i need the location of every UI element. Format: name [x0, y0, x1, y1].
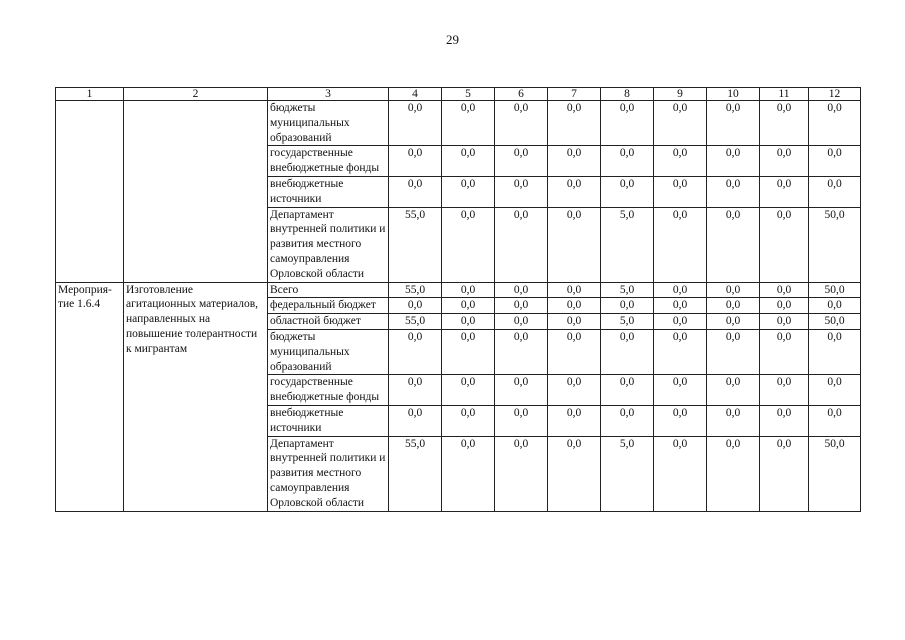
- value-cell: 0,0: [809, 329, 861, 374]
- value-cell: 0,0: [601, 375, 654, 406]
- value-cell: 0,0: [548, 146, 601, 177]
- value-cell: 0,0: [707, 176, 760, 207]
- value-cell: 0,0: [707, 282, 760, 298]
- header-row: [56, 88, 861, 101]
- column-header: 2: [124, 88, 268, 101]
- column-header: 3: [268, 88, 389, 101]
- value-cell: 0,0: [707, 375, 760, 406]
- value-cell: 0,0: [389, 176, 442, 207]
- blank-measure-cell: [56, 101, 124, 283]
- value-cell: 5,0: [601, 314, 654, 330]
- value-cell: 0,0: [654, 176, 707, 207]
- value-cell: 50,0: [809, 207, 861, 282]
- value-cell: 50,0: [809, 314, 861, 330]
- value-cell: 0,0: [809, 298, 861, 314]
- funding-source-cell: внебюджетные источники: [268, 176, 389, 207]
- value-cell: 0,0: [654, 405, 707, 436]
- value-cell: 0,0: [442, 298, 495, 314]
- funding-source-cell: бюджеты муниципальных образований: [268, 101, 389, 146]
- value-cell: 0,0: [707, 146, 760, 177]
- value-cell: 0,0: [548, 282, 601, 298]
- column-header: 4: [389, 88, 442, 101]
- funding-source-cell: Департамент внутренней политики и развития местного самоуправления Орловской области: [268, 436, 389, 511]
- value-cell: 0,0: [442, 146, 495, 177]
- funding-source-cell: Всего: [268, 282, 389, 298]
- value-cell: 0,0: [495, 101, 548, 146]
- value-cell: 0,0: [760, 176, 809, 207]
- value-cell: 0,0: [760, 101, 809, 146]
- value-cell: 0,0: [442, 314, 495, 330]
- value-cell: 0,0: [760, 314, 809, 330]
- value-cell: 0,0: [654, 298, 707, 314]
- value-cell: 0,0: [601, 329, 654, 374]
- value-cell: 0,0: [760, 329, 809, 374]
- page-number: 29: [446, 32, 459, 47]
- value-cell: 0,0: [442, 375, 495, 406]
- funding-source-cell: внебюджетные источники: [268, 405, 389, 436]
- value-cell: 0,0: [442, 207, 495, 282]
- funding-source-cell: Департамент внутренней политики и развития местного самоуправления Орловской области: [268, 207, 389, 282]
- value-cell: 0,0: [548, 207, 601, 282]
- column-header: 6: [495, 88, 548, 101]
- table-row: [56, 282, 861, 298]
- column-header: 5: [442, 88, 495, 101]
- blank-title-cell: [124, 101, 268, 283]
- value-cell: 0,0: [442, 101, 495, 146]
- value-cell: 0,0: [760, 436, 809, 511]
- value-cell: 0,0: [389, 146, 442, 177]
- value-cell: 0,0: [760, 375, 809, 406]
- column-header: 10: [707, 88, 760, 101]
- value-cell: 0,0: [654, 314, 707, 330]
- value-cell: 5,0: [601, 436, 654, 511]
- value-cell: 50,0: [809, 282, 861, 298]
- value-cell: 5,0: [601, 207, 654, 282]
- value-cell: 0,0: [389, 298, 442, 314]
- value-cell: 0,0: [389, 329, 442, 374]
- value-cell: 0,0: [601, 176, 654, 207]
- value-cell: 55,0: [389, 314, 442, 330]
- value-cell: 0,0: [760, 207, 809, 282]
- value-cell: 0,0: [707, 436, 760, 511]
- measure-title-cell: Изготовление агитационных материалов, направленных на повышение толерантности к мигрантам: [124, 282, 268, 511]
- value-cell: 0,0: [548, 436, 601, 511]
- value-cell: 0,0: [760, 405, 809, 436]
- funding-source-cell: областной бюджет: [268, 314, 389, 330]
- column-header: 7: [548, 88, 601, 101]
- value-cell: 0,0: [389, 405, 442, 436]
- value-cell: 0,0: [601, 298, 654, 314]
- value-cell: 0,0: [654, 207, 707, 282]
- value-cell: 0,0: [548, 298, 601, 314]
- value-cell: 0,0: [548, 314, 601, 330]
- value-cell: 0,0: [654, 146, 707, 177]
- value-cell: 0,0: [442, 436, 495, 511]
- value-cell: 0,0: [389, 375, 442, 406]
- value-cell: 0,0: [548, 375, 601, 406]
- value-cell: 0,0: [442, 405, 495, 436]
- value-cell: 0,0: [760, 298, 809, 314]
- value-cell: 0,0: [760, 282, 809, 298]
- column-header: 9: [654, 88, 707, 101]
- value-cell: 55,0: [389, 436, 442, 511]
- column-header: 11: [760, 88, 809, 101]
- value-cell: 0,0: [442, 176, 495, 207]
- value-cell: 0,0: [548, 405, 601, 436]
- column-header: 1: [56, 88, 124, 101]
- budget-table: [55, 87, 861, 512]
- value-cell: 0,0: [601, 405, 654, 436]
- value-cell: 0,0: [548, 101, 601, 146]
- value-cell: 0,0: [707, 405, 760, 436]
- measure-code-cell: Мероприя-тие 1.6.4: [56, 282, 124, 511]
- value-cell: 0,0: [495, 207, 548, 282]
- value-cell: 0,0: [548, 329, 601, 374]
- value-cell: 55,0: [389, 282, 442, 298]
- value-cell: 0,0: [654, 101, 707, 146]
- value-cell: 5,0: [601, 282, 654, 298]
- table-row: [56, 101, 861, 146]
- value-cell: 0,0: [601, 101, 654, 146]
- value-cell: 0,0: [495, 282, 548, 298]
- value-cell: 0,0: [654, 375, 707, 406]
- column-header: 8: [601, 88, 654, 101]
- value-cell: 0,0: [389, 101, 442, 146]
- value-cell: 0,0: [495, 146, 548, 177]
- value-cell: 0,0: [809, 375, 861, 406]
- value-cell: 50,0: [809, 436, 861, 511]
- value-cell: 0,0: [707, 101, 760, 146]
- value-cell: 0,0: [809, 146, 861, 177]
- value-cell: 0,0: [809, 101, 861, 146]
- column-header: 12: [809, 88, 861, 101]
- value-cell: 0,0: [601, 146, 654, 177]
- value-cell: 0,0: [654, 282, 707, 298]
- value-cell: 0,0: [707, 314, 760, 330]
- value-cell: 0,0: [495, 298, 548, 314]
- value-cell: 0,0: [707, 207, 760, 282]
- value-cell: 0,0: [495, 314, 548, 330]
- funding-source-cell: государственные внебюджетные фонды: [268, 146, 389, 177]
- funding-source-cell: бюджеты муниципальных образований: [268, 329, 389, 374]
- value-cell: 55,0: [389, 207, 442, 282]
- funding-source-cell: государственные внебюджетные фонды: [268, 375, 389, 406]
- value-cell: 0,0: [442, 329, 495, 374]
- value-cell: 0,0: [809, 176, 861, 207]
- value-cell: 0,0: [707, 329, 760, 374]
- value-cell: 0,0: [654, 329, 707, 374]
- value-cell: 0,0: [760, 146, 809, 177]
- value-cell: 0,0: [809, 405, 861, 436]
- value-cell: 0,0: [548, 176, 601, 207]
- value-cell: 0,0: [495, 329, 548, 374]
- value-cell: 0,0: [654, 436, 707, 511]
- value-cell: 0,0: [495, 436, 548, 511]
- value-cell: 0,0: [495, 176, 548, 207]
- funding-source-cell: федеральный бюджет: [268, 298, 389, 314]
- value-cell: 0,0: [495, 375, 548, 406]
- value-cell: 0,0: [707, 298, 760, 314]
- value-cell: 0,0: [442, 282, 495, 298]
- value-cell: 0,0: [495, 405, 548, 436]
